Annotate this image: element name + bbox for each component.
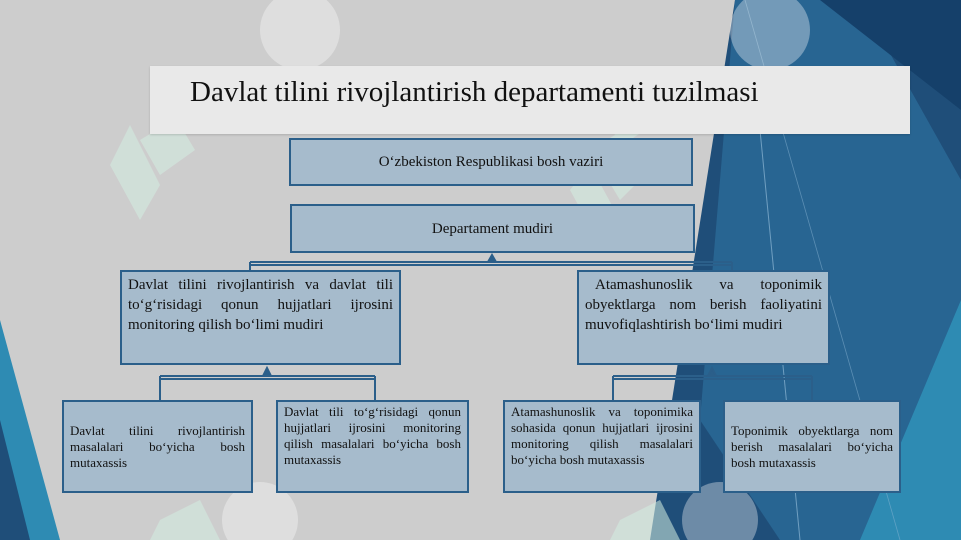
node-leaf-language-specialist-label: Davlat tilini rivojlantirish masalalari bo‘yicha bosh mutaxassis bbox=[70, 422, 245, 470]
node-leaf-toponymy-specialist-label: Toponimik obyektlarga nom berish masalalari bo‘yicha bosh mutaxassis bbox=[731, 422, 893, 470]
node-dept-terminology bbox=[577, 270, 830, 365]
node-leaf-terminology-specialist bbox=[503, 400, 701, 493]
node-department-head-label: Departament mudiri bbox=[431, 220, 554, 237]
node-leaf-law-monitoring-specialist bbox=[276, 400, 469, 493]
node-dept-language-development-label: Davlat tilini rivojlantirish va davlat tili to‘g‘risidagi qonun hujjatlari ijrosini monitoring qilish bo‘limi mudiri bbox=[128, 277, 393, 333]
node-dept-terminology-label: Atamashunoslik va toponimik obyektlarga nom berish faoliyatini muvofiqlashtirish bo‘limi mudiri bbox=[585, 277, 822, 333]
node-dept-language-development bbox=[120, 270, 401, 365]
node-leaf-toponymy-specialist bbox=[723, 400, 901, 493]
node-prime-minister-label: O‘zbekiston Respublikasi bosh vaziri bbox=[378, 154, 604, 170]
slide-title: Davlat tilini rivojlantirish departamenti tuzilmasi bbox=[190, 76, 759, 108]
node-leaf-language-specialist bbox=[62, 400, 253, 493]
node-leaf-law-monitoring-specialist-label: Davlat tili to‘g‘risidagi qonun hujjatlari ijrosini monitoring qilish masalalari bo‘yicha bosh mutaxassis bbox=[284, 404, 461, 467]
node-leaf-terminology-specialist-label: Atamashunoslik va toponimika sohasida qonun hujjatlari ijrosini monitoring qilish masalalari bo‘yicha bosh mutaxassis bbox=[511, 404, 693, 467]
node-department-head bbox=[290, 204, 695, 253]
node-prime-minister bbox=[289, 138, 693, 186]
